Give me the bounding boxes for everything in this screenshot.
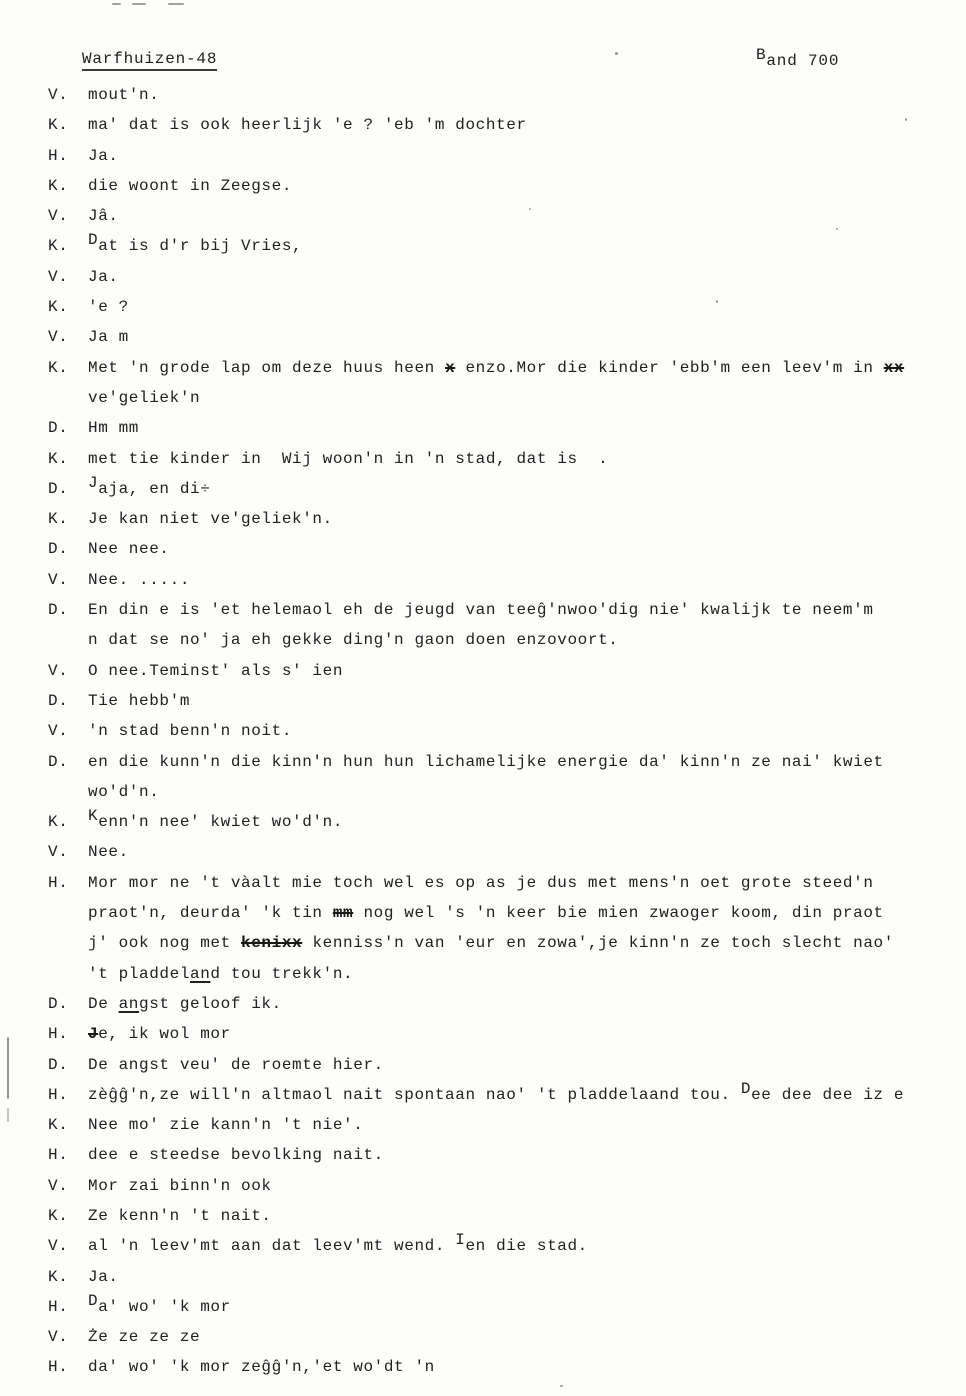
line-text-segment: nog wel 's 'n keer bie mien zwaoger koom, din praot (353, 904, 884, 923)
line-text (88, 898, 884, 928)
line-text (88, 1201, 272, 1231)
speaker-label: H. (48, 146, 69, 165)
speaker-label: V. (48, 86, 69, 104)
line-text (88, 262, 119, 292)
transcript-line (48, 1231, 956, 1261)
transcript-line (48, 444, 956, 474)
line-text-segment: enn'n nee' kwiet wo'd'n. (98, 813, 344, 832)
transcript-line (48, 1171, 956, 1201)
line-text (88, 1292, 231, 1322)
speaker-label: V. (48, 267, 69, 286)
line-text-segment: kenniss'n van 'eur en zowa',je kinn'n ze toch slecht nao' (302, 934, 894, 953)
page-title: Warfhuizen-48 (82, 50, 217, 71)
line-text (88, 292, 129, 322)
line-text-segment: enzo.Mor die kinder 'ebb'm een leev'm in (455, 358, 884, 377)
transcript-line (48, 292, 956, 322)
speaker-label: K. (48, 237, 69, 256)
line-text-segment: Nee mo' zie kann'n 't nie'. (88, 1116, 364, 1135)
speaker-label: K. (48, 813, 69, 832)
transcript-line (48, 595, 956, 625)
line-text (88, 171, 292, 201)
speaker-label (48, 383, 88, 413)
line-text (88, 353, 904, 383)
line-text (88, 868, 874, 898)
line-text (88, 807, 343, 837)
line-text-segment: da' wo' 'k mor zeĝĝ'n,'et wo'dt 'n (88, 1358, 435, 1377)
transcript-line (48, 1080, 956, 1110)
line-text-segment: en die stad. (465, 1237, 588, 1256)
speaker-label: K. (48, 449, 69, 468)
line-text-segment: a' wo' 'k mor (98, 1297, 231, 1316)
line-text (88, 444, 608, 474)
transcript-line (48, 747, 956, 777)
line-text (88, 656, 343, 686)
speaker-label: H. (48, 1297, 69, 1316)
line-text-segment-sup: K (88, 807, 99, 826)
line-text (88, 1080, 904, 1110)
line-text (88, 625, 618, 655)
scan-artifact (112, 3, 121, 5)
line-text-segment: zèĝĝ'n,ze will'n altmaol nait spontaan nao' 't pladdelaand tou. (88, 1085, 741, 1104)
line-text (88, 504, 333, 534)
speaker-label: V. (48, 1237, 69, 1256)
transcript-line (48, 504, 956, 534)
line-text-segment: Nee nee. (88, 540, 170, 559)
line-text (88, 474, 210, 504)
line-text-segment: De angst veu' de roemte hier. (88, 1055, 384, 1074)
line-text-segment: En din e is 'et helemaol eh de jeugd van teeĝ'nwoo'dig nie' kwalijk te neem'm (88, 601, 874, 620)
speaker-label: D. (48, 419, 69, 438)
line-text (88, 534, 170, 564)
transcript-line (48, 868, 956, 898)
line-text-segment: Ja. (88, 146, 119, 165)
transcript-line (48, 1322, 956, 1352)
line-text (88, 928, 894, 958)
speaker-label: H. (48, 873, 69, 892)
line-text (88, 80, 159, 110)
scan-artifact (7, 1037, 9, 1099)
line-text-segment-strike: x (445, 358, 456, 377)
line-text-segment: ee dee dee iz e (751, 1085, 905, 1104)
transcript-line (48, 565, 956, 595)
line-text (88, 231, 302, 261)
line-text-segment-sup: D (88, 1291, 99, 1310)
line-text (88, 595, 874, 625)
speaker-label: D. (48, 994, 69, 1013)
transcript-line (48, 928, 956, 958)
transcript-line (48, 1050, 956, 1080)
line-text-segment: dee e steedse bevolking nait. (88, 1146, 384, 1165)
transcript-line (48, 80, 956, 110)
line-text-segment: al 'n leev'mt aan dat leev'mt wend. (88, 1237, 456, 1256)
speaker-label: V. (48, 1176, 69, 1195)
band-number-rest: and 700 (766, 52, 840, 70)
line-text-segment: Hm mm (88, 419, 140, 438)
line-text-segment: ma' dat is ook heerlijk 'e ? 'eb 'm dochter (88, 116, 527, 135)
line-text-segment-sup: J (88, 473, 99, 492)
speaker-label (48, 928, 88, 958)
speaker-label: D. (48, 691, 69, 710)
line-text-segment-strike: kenixx (241, 934, 303, 953)
speaker-label: H. (48, 1085, 69, 1104)
line-text (88, 1171, 272, 1201)
speaker-label: V. (48, 207, 69, 226)
scan-artifact (168, 3, 184, 5)
transcript-line (48, 1019, 956, 1049)
speaker-label: K. (48, 510, 69, 529)
speaker-label: H. (48, 1025, 69, 1044)
line-text-segment-sup: I (455, 1231, 466, 1250)
line-text (88, 141, 119, 171)
transcript-line (48, 1201, 956, 1231)
transcript-line (48, 1352, 956, 1382)
speaker-label (48, 959, 88, 989)
line-text-segment: Mor mor ne 't vàalt mie toch wel es op as je dus met mens'n oet grote steed'n (88, 873, 874, 892)
line-text-segment: e, ik wol mor (98, 1025, 231, 1044)
transcript-line (48, 777, 956, 807)
speaker-label: D. (48, 540, 69, 559)
line-text-segment: Ze kenn'n 't nait. (88, 1206, 272, 1225)
scan-artifact (560, 1385, 563, 1387)
speaker-label (48, 777, 88, 807)
line-text-segment: Met 'n grode lap om deze huus heen (88, 358, 446, 377)
line-text-segment-strike: xx (883, 358, 905, 377)
line-text-segment: j' ook nog met (88, 934, 242, 953)
line-text-segment: ve'geliek'n (88, 388, 201, 407)
line-text (88, 747, 884, 777)
line-text-segment: Nee. ..... (88, 570, 191, 589)
line-text (88, 837, 129, 867)
transcript-line (48, 474, 956, 504)
transcript-line (48, 686, 956, 716)
line-text-segment: Ja. (88, 1267, 119, 1286)
transcript-line (48, 989, 956, 1019)
line-text (88, 716, 292, 746)
speaker-label: K. (48, 358, 69, 377)
speaker-label: K. (48, 298, 69, 317)
speaker-label: K. (48, 116, 69, 135)
line-text-segment: Jâ. (88, 207, 119, 226)
line-text (88, 989, 282, 1019)
transcript-line (48, 322, 956, 352)
line-text-segment: Ja m (88, 328, 129, 347)
line-text-segment: 'e ? (88, 298, 129, 317)
transcript-line (48, 1140, 956, 1170)
line-text-segment: wo'd'n. (88, 782, 160, 801)
line-text-segment: praot'n, deurda' 'k tin (88, 904, 333, 923)
line-text-segment: Ja. (88, 267, 119, 286)
line-text-segment: O nee.Teminst' als s' ien (88, 661, 344, 680)
scan-artifact (615, 52, 618, 55)
speaker-label: H. (48, 1358, 69, 1377)
band-number (756, 46, 840, 70)
speaker-label: D. (48, 601, 69, 620)
line-text-segment: at is d'r bij Vries, (98, 237, 303, 256)
transcript-line (48, 1292, 956, 1322)
line-text-segment: d tou trekk'n. (210, 964, 354, 983)
line-text-segment: en die kunn'n die kinn'n hun hun lichamelijke energie da' kinn'n ze nai' kwiet (88, 752, 884, 771)
line-text (88, 1110, 363, 1140)
scan-artifact (836, 228, 838, 230)
line-text (88, 1352, 435, 1382)
speaker-label: K. (48, 1267, 69, 1286)
speaker-label: V. (48, 661, 69, 680)
speaker-label (48, 625, 88, 655)
line-text-segment: 'n stad benn'n noit. (88, 722, 293, 741)
line-text (88, 959, 353, 989)
speaker-label: K. (48, 176, 69, 195)
scan-artifact (905, 118, 907, 121)
speaker-label: V. (48, 722, 69, 741)
transcript-line (48, 898, 956, 928)
transcript-line (48, 141, 956, 171)
line-text (88, 1140, 384, 1170)
line-text (88, 1050, 384, 1080)
line-text-segment-strike: J (88, 1025, 99, 1044)
transcript-line (48, 110, 956, 140)
transcript-line (48, 171, 956, 201)
transcript-line (48, 656, 956, 686)
line-text-segment: Je kan niet ve'geliek'n. (88, 510, 333, 529)
line-text-segment: Tie hebb'm (88, 691, 191, 710)
transcript-line (48, 716, 956, 746)
speaker-label: D. (48, 1055, 69, 1074)
speaker-label: H. (48, 1146, 69, 1165)
line-text (88, 565, 190, 595)
speaker-label: V. (48, 570, 69, 589)
line-text (88, 383, 200, 413)
scan-artifact (716, 300, 718, 303)
speaker-label: K. (48, 1206, 69, 1225)
line-text-segment: aja, en di÷ (98, 479, 211, 498)
transcript-line (48, 383, 956, 413)
line-text (88, 201, 119, 231)
scan-artifact (7, 1108, 9, 1122)
speaker-label: K. (48, 1116, 69, 1135)
line-text (88, 110, 527, 140)
line-text-segment-strike: mm (332, 904, 354, 923)
line-text (88, 413, 139, 443)
transcript-line (48, 837, 956, 867)
line-text (88, 1231, 588, 1261)
transcript-line (48, 1110, 956, 1140)
dialogue-transcript (48, 80, 956, 1383)
line-text-segment: die woont in Zeegse. (88, 176, 293, 195)
line-text-segment-sup: D (740, 1079, 752, 1098)
speaker-label: V. (48, 843, 69, 862)
line-text (88, 686, 190, 716)
line-text-segment-sup: D (88, 231, 99, 250)
speaker-label: D. (48, 479, 69, 498)
speaker-label (48, 898, 88, 928)
line-text (88, 777, 159, 807)
line-text-segment-underline: an (118, 994, 140, 1013)
line-text-segment: Że ze ze ze (88, 1328, 201, 1347)
band-number-raised-letter: B (756, 46, 767, 64)
transcript-line (48, 413, 956, 443)
transcript-line (48, 353, 956, 383)
line-text-segment: De (88, 994, 119, 1013)
transcript-line (48, 201, 956, 231)
transcript-line (48, 1262, 956, 1292)
line-text (88, 1322, 200, 1352)
line-text-segment: met tie kinder in Wij woon'n in 'n stad, dat is . (88, 449, 609, 468)
line-text (88, 322, 129, 352)
transcript-line (48, 625, 956, 655)
line-text (88, 1262, 119, 1292)
line-text-segment: n dat se no' ja eh gekke ding'n gaon doen enzovoort. (88, 631, 619, 650)
speaker-label: V. (48, 328, 69, 347)
scan-artifact (529, 208, 531, 210)
line-text-segment: gst geloof ik. (139, 994, 282, 1013)
transcript-line (48, 231, 956, 261)
line-text-segment: 't pladdel (88, 964, 191, 983)
scan-artifact (132, 3, 146, 5)
transcript-line (48, 959, 956, 989)
line-text-segment: mout'n. (88, 86, 160, 104)
speaker-label: V. (48, 1328, 69, 1347)
transcript-line (48, 534, 956, 564)
transcript-line (48, 262, 956, 292)
line-text-segment: Mor zai binn'n ook (88, 1176, 272, 1195)
line-text-segment-underline: an (190, 964, 211, 983)
line-text-segment: Nee. (88, 843, 129, 862)
transcript-line (48, 807, 956, 837)
line-text (88, 1019, 231, 1049)
speaker-label: D. (48, 752, 69, 771)
